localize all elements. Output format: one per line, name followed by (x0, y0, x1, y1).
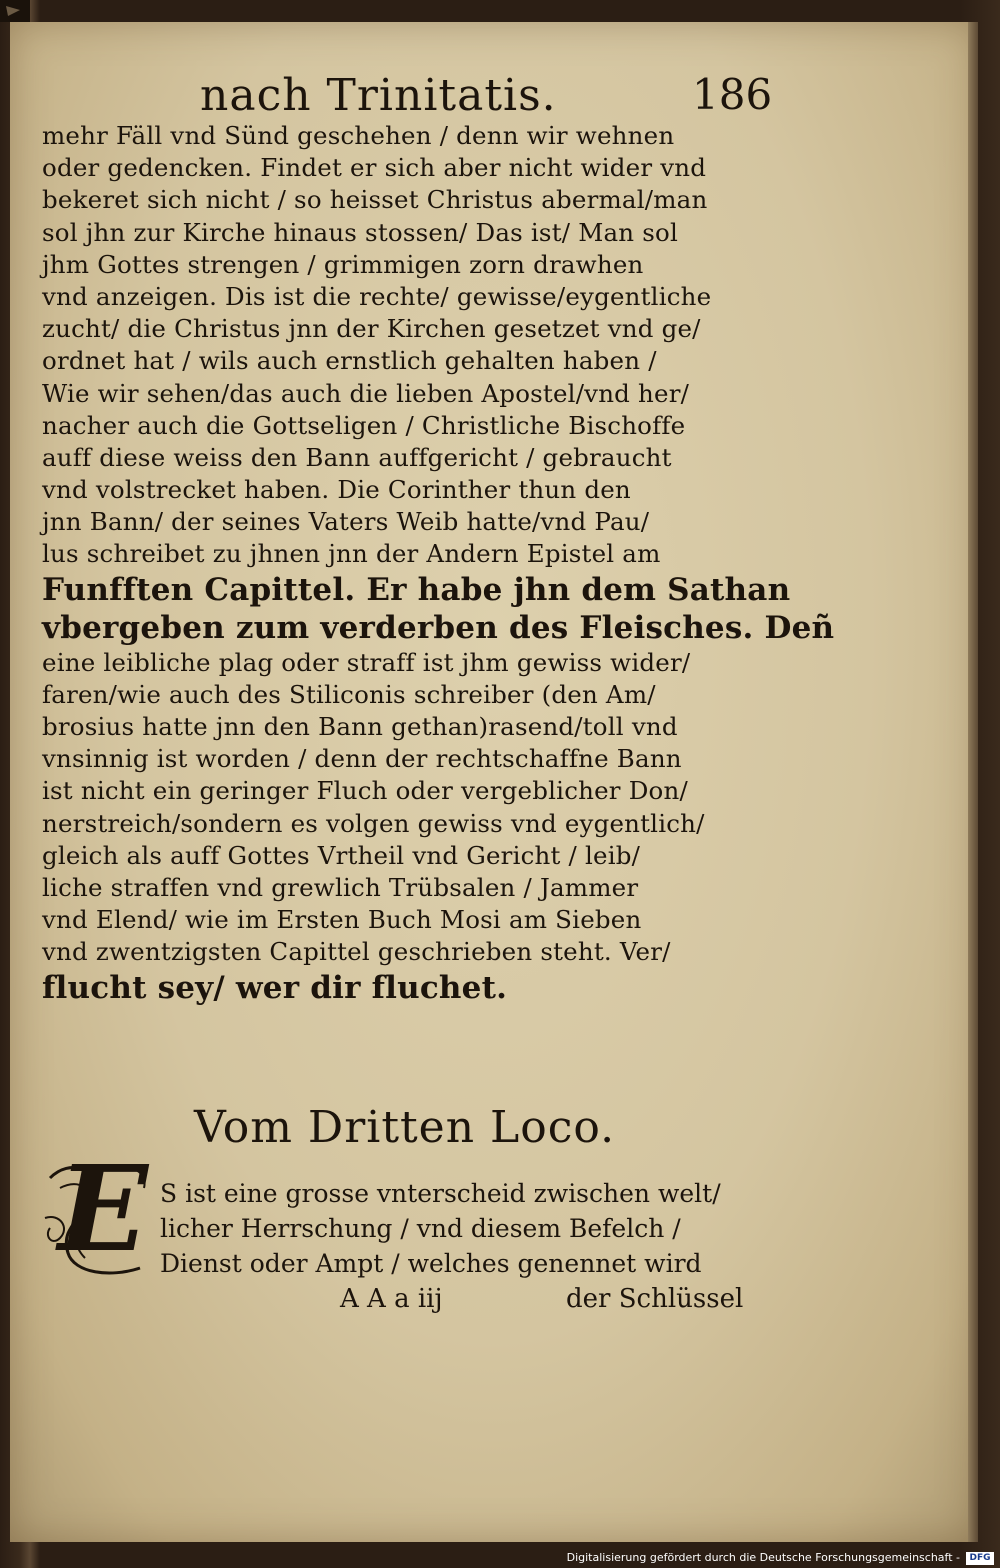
catchword: der Schlüssel (566, 1284, 744, 1314)
text-line: nerstreich/sondern es volgen gewiss vnd eygentlich/ (42, 808, 705, 838)
dfg-logo: DFG (966, 1552, 994, 1565)
section-text (160, 1176, 721, 1281)
body-text (42, 120, 835, 1007)
signature-mark: A A a iij (340, 1284, 443, 1314)
text-line: nacher auch die Gottseligen / Christliche Bischoffe (42, 410, 686, 440)
text-line: S ist eine grosse vnterscheid zwischen welt/ (160, 1179, 721, 1208)
text-line: eine leibliche plag oder straff ist jhm gewiss wider/ (42, 647, 691, 677)
text-line: vnd zwentzigsten Capittel geschrieben steht. Ver/ (42, 937, 671, 967)
section-heading: Vom Dritten Loco. (194, 1102, 616, 1153)
initial-letter: E (58, 1139, 148, 1278)
text-line: sol jhn zur Kirche hinaus stossen/ Das ist/ Man sol (42, 217, 679, 247)
text-line: vnsinnig ist worden / denn der rechtschaffne Bann (42, 744, 682, 774)
funding-credit: Digitalisierung gefördert durch die Deutsche Forschungsgemeinschaft - (566, 1551, 960, 1564)
page-edge (968, 22, 978, 1542)
text-line: Dienst oder Ampt / welches genennet wird (160, 1249, 702, 1278)
text-line: jhm Gottes strengen / grimmigen zorn drawhen (42, 249, 644, 279)
text-line: bekeret sich nicht / so heisset Christus abermal/man (42, 185, 708, 215)
text-line: liche straffen vnd grewlich Trübsalen / Jammer (42, 872, 639, 902)
text-line: ordnet hat / wils auch ernstlich gehalten haben / (42, 346, 657, 376)
text-line: brosius hatte jnn den Bann gethan)rasend/toll vnd (42, 712, 678, 741)
running-head: nach Trinitatis. (200, 70, 557, 121)
text-line: vnd volstrecket haben. Die Corinther thun den (42, 475, 631, 505)
text-line: oder gedencken. Findet er sich aber nicht wider vnd (42, 153, 707, 183)
text-line: faren/wie auch des Stiliconis schreiber (den Am/ (42, 679, 656, 709)
text-line-emphasis: flucht sey/ wer dir fluchet. (42, 969, 508, 1006)
text-line: zucht/ die Christus jnn der Kirchen gesetzet vnd ge/ (42, 314, 701, 344)
text-line-emphasis: vbergeben zum verderben des Fleisches. Deñ (42, 609, 835, 646)
text-line: ist nicht ein geringer Fluch oder vergeblicher Don/ (42, 776, 688, 806)
text-line: vnd anzeigen. Dis ist die rechte/ gewisse/eygentliche (42, 281, 712, 311)
text-line: Wie wir sehen/das auch die lieben Apostel/vnd her/ (42, 378, 690, 408)
text-line: gleich als auff Gottes Vrtheil vnd Gericht / leib/ (42, 840, 641, 870)
text-line: mehr Fäll vnd Sünd geschehen / denn wir wehnen (42, 121, 675, 150)
text-line-emphasis: Funfften Capittel. Er habe jhn dem Sathan (42, 571, 791, 608)
corner-mark-icon (0, 0, 30, 22)
folio-number: 186 (692, 70, 773, 119)
text-line: jnn Bann/ der seines Vaters Weib hatte/vnd Pau/ (42, 507, 650, 537)
text-line: auff diese weiss den Bann auffgericht / gebraucht (42, 442, 672, 472)
text-line: vnd Elend/ wie im Ersten Buch Mosi am Sieben (42, 905, 642, 935)
text-line: licher Herrschung / vnd diesem Befelch / (160, 1214, 681, 1243)
text-line: lus schreibet zu jhnen jnn der Andern Epistel am (42, 539, 661, 569)
